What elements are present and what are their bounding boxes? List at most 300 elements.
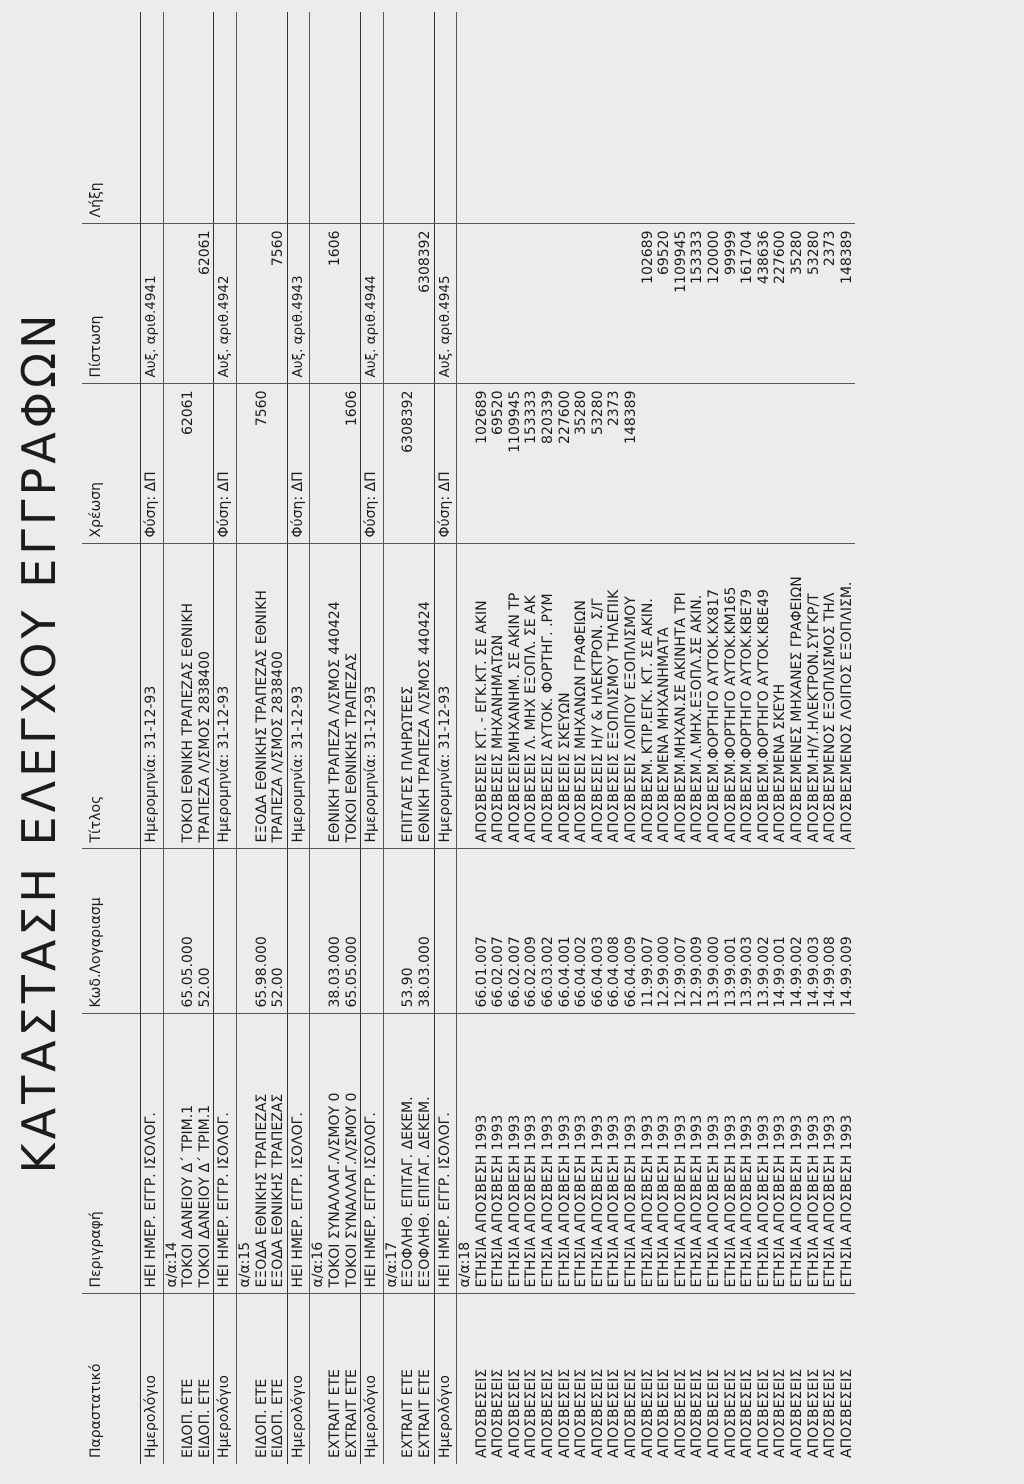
credit-cell [507,224,524,384]
journal-description: ΗΕΙ ΗΜΕΡ. ΕΓΓΡ. ΙΣΟΛΟΓ. [287,1014,310,1294]
journal-label: Ημερολόγιο [287,1294,310,1464]
account-title-cell: ΑΠΟΣΒΕΣΕΙΣ ΑΥΤΟΚ. ΦΟΡΤΗΓ. .ΡΥΜ [540,544,557,849]
col-pistosi: Πίστωση [82,224,141,384]
entry-blank [310,1294,327,1464]
entries-table [82,12,855,1464]
expiry-cell [417,12,434,224]
credit-cell: 62061 [197,224,214,384]
voucher-cell: ΑΠΟΣΒΕΣΕΙΣ [789,1294,806,1464]
table-row [180,12,197,1464]
description-cell: ΤΟΚΟΙ ΣΥΝΑΛΛΑΓ.Λ/ΣΜΟΥ 0 [327,1014,344,1294]
journal-header-row [214,12,237,1464]
expiry-cell [344,12,361,224]
credit-cell: 161704 [739,224,756,384]
account-title-cell: ΑΠΟΣΒΕΣΕΙΣ ΚΤ. - ΕΓΚ.ΚΤ. ΣΕ ΑΚΙΝ [474,544,491,849]
account-title-cell: ΑΠΟΣΒΕΣΜ.ΦΟΡΤΗΓΟ ΑΥΤΟΚ.ΚΧ817 [706,544,723,849]
entry-blank [310,224,327,384]
voucher-cell: ΑΠΟΣΒΕΣΕΙΣ [822,1294,839,1464]
credit-cell: 69520 [656,224,673,384]
voucher-cell: ΑΠΟΣΒΕΣΕΙΣ [656,1294,673,1464]
expiry-cell [400,12,417,224]
account-code-cell: 14.99.002 [789,849,806,1014]
debit-cell [756,384,773,544]
entry-blank [383,224,400,384]
description-cell: ΕΤΗΣΙΑ ΑΠΟΣΒΕΣΗ 1993 [673,1014,690,1294]
credit-cell: 227600 [772,224,789,384]
journal-label: Ημερολόγιο [361,1294,384,1464]
account-code-cell: 66.01.007 [474,849,491,1014]
table-row [400,12,417,1464]
account-code-cell: 13.99.002 [756,849,773,1014]
expiry-cell [573,12,590,224]
expiry-cell [474,12,491,224]
table-row [507,12,524,1464]
description-cell: ΕΤΗΣΙΑ ΑΠΟΣΒΕΣΗ 1993 [806,1014,823,1294]
journal-description: ΗΕΙ ΗΜΕΡ. ΕΓΓΡ. ΙΣΟΛΟΓ. [141,1014,164,1294]
debit-cell: 6308392 [400,384,417,544]
debit-cell [822,384,839,544]
voucher-cell: ΑΠΟΣΒΕΣΕΙΣ [739,1294,756,1464]
description-cell: ΕΞΟΦΛΗΘ. ΕΠΙΤΑΓ. ΔΕΚΕΜ. [417,1014,434,1294]
entry-blank [457,224,474,384]
voucher-cell: ΑΠΟΣΒΕΣΕΙΣ [523,1294,540,1464]
voucher-cell: ΑΠΟΣΒΕΣΕΙΣ [606,1294,623,1464]
account-title-cell: ΑΠΟΣΒΕΣΜ.Λ.ΜΗΧ.ΕΞΟΠΛ.ΣΕ ΑΚΙΝ. [689,544,706,849]
voucher-cell: EXTRAIT ETE [400,1294,417,1464]
journal-header-row [361,12,384,1464]
account-code-cell: 38.03.000 [327,849,344,1014]
credit-cell [490,224,507,384]
journal-header-row [434,12,457,1464]
account-title-cell: ΑΠΟΣΒΕΣΕΙΣΜΗΧΑΝΗΜ. ΣΕ ΑΚΙΝ ΤΡ [507,544,524,849]
credit-cell [623,224,640,384]
debit-cell: 69520 [490,384,507,544]
account-code-cell: 66.04.002 [573,849,590,1014]
entry-number-row [383,12,400,1464]
description-cell: ΕΤΗΣΙΑ ΑΠΟΣΒΕΣΗ 1993 [822,1014,839,1294]
expiry-cell [789,12,806,224]
entries-body [141,12,856,1464]
account-code-cell: 13.99.003 [739,849,756,1014]
voucher-cell: ΕΙΔΟΠ. ΕΤΕ [180,1294,197,1464]
table-row [789,12,806,1464]
description-cell: ΕΤΗΣΙΑ ΑΠΟΣΒΕΣΗ 1993 [640,1014,657,1294]
debit-cell [806,384,823,544]
voucher-cell: ΑΠΟΣΒΕΣΕΙΣ [507,1294,524,1464]
debit-cell: 1109945 [507,384,524,544]
credit-cell [254,224,271,384]
table-row [739,12,756,1464]
account-code-cell: 53.90 [400,849,417,1014]
debit-cell: 153333 [523,384,540,544]
credit-cell [400,224,417,384]
credit-cell: 7560 [270,224,287,384]
entry-blank [236,1294,253,1464]
account-title-cell: ΑΠΟΣΒΕΣΜΕΝΑ ΜΗΧΑΝΗΜΑΤΑ [656,544,673,849]
account-title-cell: ΑΠΟΣΒΕΣΜΕΝΑ ΣΚΕΥΗ [772,544,789,849]
debit-cell [839,384,856,544]
voucher-cell: EXTRAIT ETE [344,1294,361,1464]
entry-blank [457,849,474,1014]
entry-blank [457,384,474,544]
entry-number: α/α:17 [383,1014,400,1294]
table-row [756,12,773,1464]
expiry-cell [254,12,271,224]
entry-blank [383,12,400,224]
expiry-cell [739,12,756,224]
entry-blank [236,384,253,544]
table-row [557,12,574,1464]
table-row [490,12,507,1464]
expiry-cell [839,12,856,224]
account-code-cell: 65.98.000 [254,849,271,1014]
credit-cell: 2373 [822,224,839,384]
table-row [772,12,789,1464]
table-row [474,12,491,1464]
description-cell: ΕΞΟΔΑ ΕΘΝΙΚΗΣ ΤΡΑΠΕΖΑΣ [270,1014,287,1294]
expiry-cell [623,12,640,224]
journal-account-code [361,849,384,1014]
debit-cell [739,384,756,544]
account-code-cell: 14.99.008 [822,849,839,1014]
credit-cell [573,224,590,384]
expiry-cell [490,12,507,224]
account-code-cell: 66.02.007 [490,849,507,1014]
description-cell: ΤΟΚΟΙ ΣΥΝΑΛΛΑΓ.Λ/ΣΜΟΥ 0 [344,1014,361,1294]
description-cell: ΕΤΗΣΙΑ ΑΠΟΣΒΕΣΗ 1993 [606,1014,623,1294]
credit-cell: 99999 [723,224,740,384]
account-title-cell: ΕΠΙΤΑΓΕΣ ΠΛΗΡΩΤΕΕΣ [400,544,417,849]
description-cell: ΕΤΗΣΙΑ ΑΠΟΣΒΕΣΗ 1993 [656,1014,673,1294]
debit-cell: 53280 [590,384,607,544]
expiry-cell [806,12,823,224]
entry-blank [310,849,327,1014]
debit-cell: 227600 [557,384,574,544]
expiry-cell [656,12,673,224]
credit-cell: 120000 [706,224,723,384]
expiry-cell [507,12,524,224]
account-code-cell: 66.04.001 [557,849,574,1014]
description-cell: ΕΤΗΣΙΑ ΑΠΟΣΒΕΣΗ 1993 [839,1014,856,1294]
journal-nature: Φύση: ΔΠ [214,384,237,544]
voucher-cell: ΑΠΟΣΒΕΣΕΙΣ [474,1294,491,1464]
voucher-cell: ΑΠΟΣΒΕΣΕΙΣ [839,1294,856,1464]
entry-number: α/α:18 [457,1014,474,1294]
account-code-cell: 13.99.000 [706,849,723,1014]
entry-blank [236,12,253,224]
credit-cell: 1109945 [673,224,690,384]
debit-cell [673,384,690,544]
table-row [197,12,214,1464]
entry-blank [310,544,327,849]
account-title-cell: ΕΞΟΔΑ ΕΘΝΙΚΗΣ ΤΡΑΠΕΖΑΣ ΕΘΝΙΚΗ [254,544,271,849]
voucher-cell: EXTRAIT ETE [417,1294,434,1464]
entry-blank [163,849,180,1014]
entry-blank [236,544,253,849]
credit-cell: 153333 [689,224,706,384]
entry-blank [457,1294,474,1464]
journal-header-row [141,12,164,1464]
credit-cell [474,224,491,384]
debit-cell [789,384,806,544]
table-row [590,12,607,1464]
debit-cell: 102689 [474,384,491,544]
journal-serial: Αυξ. αριθ.4942 [214,224,237,384]
description-cell: ΕΞΟΔΑ ΕΘΝΙΚΗΣ ΤΡΑΠΕΖΑΣ [254,1014,271,1294]
expiry-cell [590,12,607,224]
table-row [706,12,723,1464]
debit-cell [327,384,344,544]
table-row [523,12,540,1464]
description-cell: ΤΟΚΟΙ ΔΑΝΕΙΟΥ Δ΄ ΤΡΙΜ.1 [197,1014,214,1294]
debit-cell [689,384,706,544]
account-code-cell: 66.02.007 [507,849,524,1014]
voucher-cell: ΑΠΟΣΒΕΣΕΙΣ [673,1294,690,1464]
credit-cell: 35280 [789,224,806,384]
description-cell: ΕΤΗΣΙΑ ΑΠΟΣΒΕΣΗ 1993 [689,1014,706,1294]
expiry-cell [180,12,197,224]
account-title-cell: ΤΡΑΠΕΖΑ Λ/ΣΜΟΣ 2838400 [270,544,287,849]
table-row [327,12,344,1464]
entry-number-row [310,12,327,1464]
account-title-cell: ΑΠΟΣΒΕΣΜΕΝΕΣ ΜΗΧΑΝΕΣ ΓΡΑΦΕΙΩΝ [789,544,806,849]
entry-blank [163,544,180,849]
col-kod: Κωδ. [88,973,104,1008]
debit-cell [417,384,434,544]
account-code-cell: 13.99.001 [723,849,740,1014]
account-title-cell: ΤΟΚΟΙ ΕΘΝΙΚΗ ΤΡΑΠΕΖΑΣ ΕΘΝΙΚΗ [180,544,197,849]
table-row [806,12,823,1464]
entry-number-row [236,12,253,1464]
col-perigrafi: Περιγραφή [82,1014,141,1294]
description-cell: ΕΤΗΣΙΑ ΑΠΟΣΒΕΣΗ 1993 [573,1014,590,1294]
account-title-cell: ΑΠΟΣΒΕΣΜ.ΦΟΡΤΗΓΟ ΑΥΤΟΚ.ΚΜ165 [723,544,740,849]
account-title-cell: ΕΘΝΙΚΗ ΤΡΑΠΕΖΑ Λ/ΣΜΟΣ 440424 [417,544,434,849]
journal-account-code [434,849,457,1014]
journal-label: Ημερολόγιο [434,1294,457,1464]
expiry-cell [822,12,839,224]
journal-description: ΗΕΙ ΗΜΕΡ. ΕΓΓΡ. ΙΣΟΛΟΓ. [361,1014,384,1294]
expiry-cell [523,12,540,224]
table-row [640,12,657,1464]
debit-cell [772,384,789,544]
journal-date: Ημερομηνία: 31-12-93 [214,544,237,849]
debit-cell [197,384,214,544]
entry-blank [236,224,253,384]
description-cell: ΕΞΟΦΛΗΘ. ΕΠΙΤΑΓ. ΔΕΚΕΜ. [400,1014,417,1294]
entry-blank [383,1294,400,1464]
account-title-cell: ΤΟΚΟΙ ΕΘΝΙΚΗΣ ΤΡΑΠΕΖΑΣ [344,544,361,849]
entry-blank [236,849,253,1014]
entry-blank [383,544,400,849]
table-row [723,12,740,1464]
voucher-cell: ΕΙΔΟΠ. ΕΤΕ [270,1294,287,1464]
account-title-cell: ΑΠΟΣΒΕΣΕΙΣ ΜΗΧΑΝΗΜΑΤΩΝ [490,544,507,849]
journal-nature: Φύση: ΔΠ [434,384,457,544]
entry-blank [163,224,180,384]
account-code-cell: 65.05.000 [344,849,361,1014]
journal-serial: Αυξ. αριθ.4943 [287,224,310,384]
description-cell: ΕΤΗΣΙΑ ΑΠΟΣΒΕΣΗ 1993 [474,1014,491,1294]
journal-account-code [287,849,310,1014]
debit-cell: 62061 [180,384,197,544]
voucher-cell: ΑΠΟΣΒΕΣΕΙΣ [490,1294,507,1464]
account-code-cell: 66.03.002 [540,849,557,1014]
voucher-cell: EXTRAIT ETE [327,1294,344,1464]
debit-cell [706,384,723,544]
voucher-cell: ΑΠΟΣΒΕΣΕΙΣ [756,1294,773,1464]
account-title-cell: ΑΠΟΣΒΕΣΜΕΝΟΣ ΕΞΟΠΛΙΣΜΟΣ ΤΗΛ [822,544,839,849]
journal-nature: Φύση: ΔΠ [361,384,384,544]
journal-account-code [141,849,164,1014]
credit-cell [523,224,540,384]
debit-cell [640,384,657,544]
expiry-cell [673,12,690,224]
account-code-cell: 52.00 [270,849,287,1014]
journal-nature: Φύση: ΔΠ [141,384,164,544]
journal-expiry [214,12,237,224]
entry-blank [457,544,474,849]
account-title-cell: ΑΠΟΣΒΕΣΜΕΝΟΣ ΛΟΙΠΟΣ ΕΞΟΠΛΙΣΜ. [839,544,856,849]
voucher-cell: ΑΠΟΣΒΕΣΕΙΣ [706,1294,723,1464]
account-title-cell: ΑΠΟΣΒΕΣΜ.Η/Υ.ΗΛΕΚΤΡΟΝ.ΣΥΓΚΡ/Τ [806,544,823,849]
entry-blank [163,12,180,224]
description-cell: ΕΤΗΣΙΑ ΑΠΟΣΒΕΣΗ 1993 [789,1014,806,1294]
description-cell: ΕΤΗΣΙΑ ΑΠΟΣΒΕΣΗ 1993 [557,1014,574,1294]
voucher-cell: ΑΠΟΣΒΕΣΕΙΣ [590,1294,607,1464]
account-code-cell: 14.99.001 [772,849,789,1014]
account-title-cell: ΑΠΟΣΒΕΣΜ.ΦΟΡΤΗΓΟ ΑΥΤΟΚ.ΚΒΕ49 [756,544,773,849]
credit-cell: 6308392 [417,224,434,384]
account-code-cell: 66.04.008 [606,849,623,1014]
credit-cell [344,224,361,384]
entry-blank [163,1294,180,1464]
debit-cell: 1606 [344,384,361,544]
description-cell: ΕΤΗΣΙΑ ΑΠΟΣΒΕΣΗ 1993 [723,1014,740,1294]
account-title-cell: ΑΠΟΣΒΕΣΕΙΣ ΜΗΧΑΝΩΝ ΓΡΑΦΕΙΩΝ [573,544,590,849]
journal-label: Ημερολόγιο [214,1294,237,1464]
table-row [839,12,856,1464]
account-title-cell: ΑΠΟΣΒΕΣΕΙΣ Λ. ΜΗΧ ΕΞΟΠΛ. ΣΕ ΑΚ [523,544,540,849]
credit-cell [180,224,197,384]
debit-cell: 148389 [623,384,640,544]
description-cell: ΕΤΗΣΙΑ ΑΠΟΣΒΕΣΗ 1993 [507,1014,524,1294]
table-row [673,12,690,1464]
account-code-cell: 12.99.007 [673,849,690,1014]
col-parastatiko: Παραστατικό [82,1294,141,1464]
expiry-cell [689,12,706,224]
expiry-cell [327,12,344,224]
description-cell: ΤΟΚΟΙ ΔΑΝΕΙΟΥ Δ΄ ΤΡΙΜ.1 [180,1014,197,1294]
voucher-cell: ΕΙΔΟΠ. ΕΤΕ [197,1294,214,1464]
col-kod-logariasmou [82,849,141,1014]
account-title-cell: ΑΠΟΣΒΕΣΜ.ΦΟΡΤΗΓΟ ΑΥΤΟΚ.ΚΒΕ79 [739,544,756,849]
column-header-row [82,12,141,1464]
journal-date: Ημερομηνία: 31-12-93 [361,544,384,849]
entry-blank [383,384,400,544]
account-title-cell: ΕΘΝΙΚΗ ΤΡΑΠΕΖΑ Λ/ΣΜΟΣ 440424 [327,544,344,849]
voucher-cell: ΑΠΟΣΒΕΣΕΙΣ [772,1294,789,1464]
expiry-cell [640,12,657,224]
voucher-cell: ΑΠΟΣΒΕΣΕΙΣ [689,1294,706,1464]
journal-label: Ημερολόγιο [141,1294,164,1464]
table-row [822,12,839,1464]
col-titlos: Τίτλος [82,544,141,849]
journal-description: ΗΕΙ ΗΜΕΡ. ΕΓΓΡ. ΙΣΟΛΟΓ. [434,1014,457,1294]
journal-header-row [287,12,310,1464]
debit-cell [723,384,740,544]
credit-cell [540,224,557,384]
account-title-cell: ΑΠΟΣΒΕΣΜ.ΜΗΧΑΝ.ΣΕ ΑΚΙΝΗΤΑ ΤΡΙ [673,544,690,849]
description-cell: ΕΤΗΣΙΑ ΑΠΟΣΒΕΣΗ 1993 [739,1014,756,1294]
expiry-cell [772,12,789,224]
description-cell: ΕΤΗΣΙΑ ΑΠΟΣΒΕΣΗ 1993 [706,1014,723,1294]
expiry-cell [723,12,740,224]
entry-number: α/α:16 [310,1014,327,1294]
journal-nature: Φύση: ΔΠ [287,384,310,544]
debit-cell: 35280 [573,384,590,544]
journal-serial: Αυξ. αριθ.4945 [434,224,457,384]
expiry-cell [540,12,557,224]
debit-cell: 820339 [540,384,557,544]
description-cell: ΕΤΗΣΙΑ ΑΠΟΣΒΕΣΗ 1993 [623,1014,640,1294]
page-title: ΚΑΤΑΣΤΑΣΗ ΕΛΕΓΧΟΥ ΕΓΓΡΑΦΩΝ [12,310,66,1174]
journal-date: Ημερομηνία: 31-12-93 [434,544,457,849]
journal-expiry [287,12,310,224]
account-code-cell: 66.04.009 [623,849,640,1014]
entry-blank [310,12,327,224]
voucher-cell: ΑΠΟΣΒΕΣΕΙΣ [806,1294,823,1464]
account-code-cell: 38.03.000 [417,849,434,1014]
entry-number-row [163,12,180,1464]
credit-cell: 102689 [640,224,657,384]
table-row [417,12,434,1464]
expiry-cell [557,12,574,224]
account-title-cell: ΑΠΟΣΒΕΣΕΙΣ ΕΞΟΠΛΙΣΜΟΥ ΤΗΛΕΠΙΚ [606,544,623,849]
entry-number: α/α:14 [163,1014,180,1294]
journal-account-code [214,849,237,1014]
description-cell: ΕΤΗΣΙΑ ΑΠΟΣΒΕΣΗ 1993 [540,1014,557,1294]
journal-serial: Αυξ. αριθ.4941 [141,224,164,384]
table-row [573,12,590,1464]
credit-cell [606,224,623,384]
description-cell: ΕΤΗΣΙΑ ΑΠΟΣΒΕΣΗ 1993 [756,1014,773,1294]
credit-cell: 438636 [756,224,773,384]
description-cell: ΕΤΗΣΙΑ ΑΠΟΣΒΕΣΗ 1993 [523,1014,540,1294]
journal-expiry [361,12,384,224]
account-title-cell: ΑΠΟΣΒΕΣΕΙΣ Η/Υ & ΗΛΕΚΤΡΟΝ. Σ/Γ [590,544,607,849]
journal-date: Ημερομηνία: 31-12-93 [287,544,310,849]
table-row [689,12,706,1464]
debit-cell: 2373 [606,384,623,544]
voucher-cell: ΑΠΟΣΒΕΣΕΙΣ [640,1294,657,1464]
account-title-cell: ΑΠΟΣΒΕΣΜ. ΚΤΙΡ.ΕΓΚ. ΚΤ. ΣΕ ΑΚΙΝ. [640,544,657,849]
credit-cell: 148389 [839,224,856,384]
voucher-cell: ΕΙΔΟΠ. ΕΤΕ [254,1294,271,1464]
account-title-cell: ΑΠΟΣΒΕΣΕΙΣ ΣΚΕΥΩΝ [557,544,574,849]
entry-blank [163,384,180,544]
voucher-cell: ΑΠΟΣΒΕΣΕΙΣ [540,1294,557,1464]
col-logariasmos: Λογαριασμ [88,897,104,974]
journal-serial: Αυξ. αριθ.4944 [361,224,384,384]
voucher-cell: ΑΠΟΣΒΕΣΕΙΣ [557,1294,574,1464]
account-code-cell: 14.99.003 [806,849,823,1014]
entry-blank [457,12,474,224]
description-cell: ΕΤΗΣΙΑ ΑΠΟΣΒΕΣΗ 1993 [490,1014,507,1294]
account-code-cell: 12.99.000 [656,849,673,1014]
description-cell: ΕΤΗΣΙΑ ΑΠΟΣΒΕΣΗ 1993 [772,1014,789,1294]
credit-cell: 1606 [327,224,344,384]
